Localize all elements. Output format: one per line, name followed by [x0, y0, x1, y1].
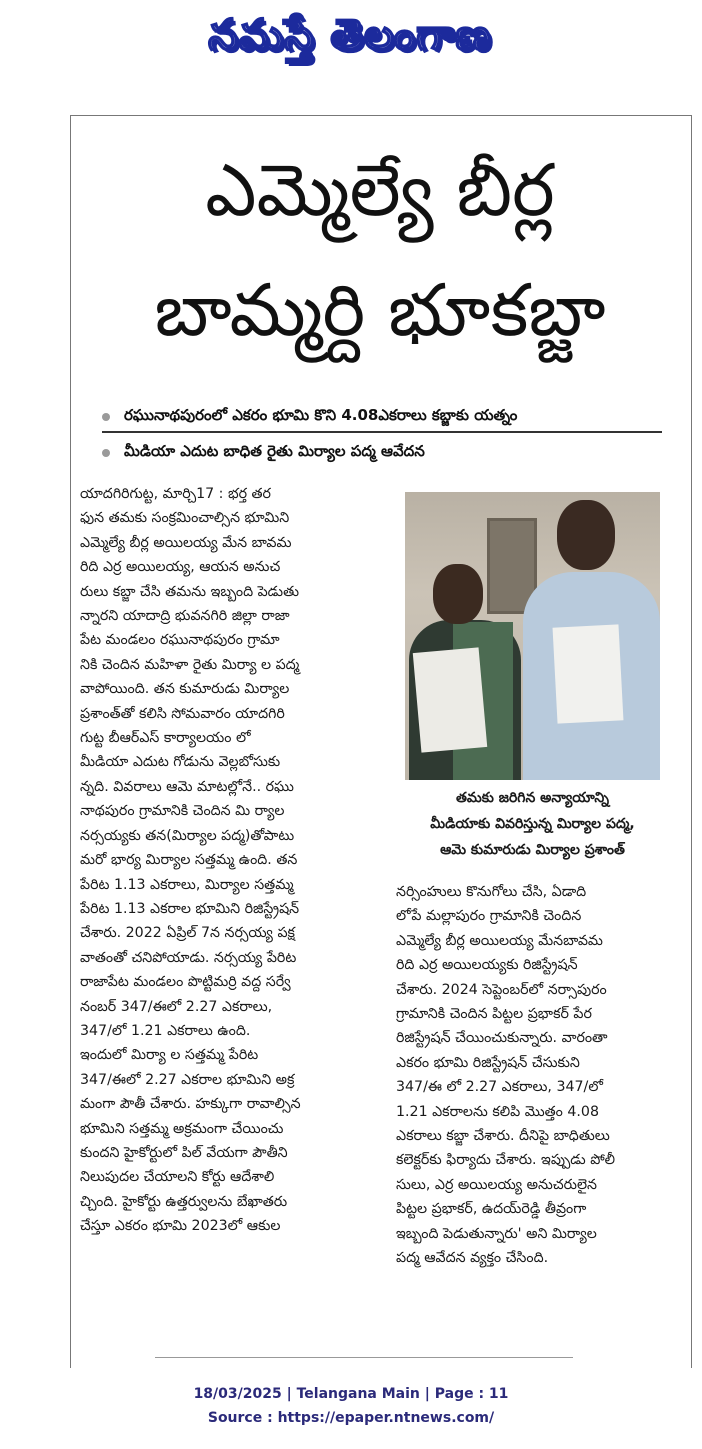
- body-text-line: మీడియా ఎదుట గోడును వెల్లబోసుకు: [80, 754, 281, 771]
- body-text-line: మరో భార్య మిర్యాల సత్తమ్మ ఉంది. తన: [80, 852, 298, 869]
- photo-document-1: [413, 647, 487, 752]
- photo-caption: [405, 785, 660, 863]
- body-text-line: రిజిస్ట్రేషన్ చేయించుకున్నారు. వారంతా: [396, 1030, 608, 1047]
- body-text-line: పిట్టల ప్రభాకర్, ఉదయ్‌రెడ్డి తీవ్రంగా: [396, 1201, 587, 1218]
- body-text-line: 347/లో 1.21 ఎకరాలు ఉంది.: [80, 1022, 251, 1039]
- body-text-line: ఇబ్బంది పెడుతున్నారు' అని మిర్యాల: [396, 1225, 597, 1242]
- body-text-line: పేరిట 1.13 ఎకరాల భూమిని రిజిస్ట్రేషన్: [80, 900, 300, 917]
- subheadline-text: రఘునాథపురంలో ఎకరం భూమి కొని 4.08ఎకరాలు కబ్జాకు యత్నం: [124, 406, 518, 424]
- body-text-line: రిది ఎర్ర అయిలయ్యకు రిజిస్ట్రేషన్: [396, 957, 578, 974]
- body-text-line: ఎకరాలు కబ్జా చేశారు. దీనిపై బాధితులు: [396, 1128, 610, 1145]
- body-text-line: ఫున తమకు సంక్రమించాల్సిన భూమిని: [80, 510, 290, 527]
- article-frame-bottom: [155, 1357, 573, 1358]
- body-text-line: లోపే మల్లాపురం గ్రామానికి చెందిన: [396, 908, 582, 925]
- body-text-line: రిది ఎర్ర అయిలయ్య, ఆయన అనుచ: [80, 559, 281, 576]
- body-text-line: నంబర్ 347/ఈలో 2.27 ఎకరాలు,: [80, 998, 273, 1015]
- body-text-line: పేట మండలం రఘునాథపురం గ్రామా: [80, 632, 280, 649]
- body-text-line: నర్సింహులు కొనుగోలు చేసి, ఏడాది: [396, 884, 587, 900]
- body-text-line: నిలుపుదల చేయాలని కోర్టు ఆదేశాలి: [80, 1169, 275, 1186]
- body-text-line: చేశారు. 2024 సెప్టెంబర్‌లో నర్సాపురం: [396, 981, 607, 998]
- body-text-line: గుట్ట బీఆర్‌ఎస్ కార్యాలయం లో: [80, 730, 251, 747]
- body-text-line: ఎకరం భూమి రిజిస్ట్రేషన్ చేసుకుని: [396, 1054, 580, 1071]
- photo-man-head: [557, 500, 615, 570]
- body-text-line: ప్రశాంత్‌తో కలిసి సోమవారం యాదగిరి: [80, 705, 285, 722]
- article-photo: [405, 492, 660, 780]
- body-text-line: 347/ఈలో 2.27 ఎకరాల భూమిని అక్ర: [80, 1071, 295, 1088]
- body-text-line: రాజాపేట మండలం పొట్టిమర్రి వద్ద సర్వే: [80, 974, 291, 991]
- caption-line: మీడియాకు వివరిస్తున్న మిర్యాల పద్మ,: [430, 816, 635, 832]
- body-text-line: ఎమ్మెల్యే బీర్ల అయిలయ్య మేన బావమ: [80, 534, 292, 551]
- body-text-line: పేరిట 1.13 ఎకరాలు, మిర్యాల సత్తమ్మ: [80, 876, 294, 893]
- subheadline-divider: [102, 431, 662, 433]
- body-text-line: నాథపురం గ్రామానికి చెందిన మి ర్యాల: [80, 803, 285, 820]
- caption-line: ఆమె కుమారుడు మిర్యాల ప్రశాంత్: [440, 842, 625, 858]
- newspaper-masthead: నమస్తే తెలంగాణ: [208, 10, 492, 59]
- body-text-line: రులు కబ్జా చేసి తమను ఇబ్బంది పెడుతు: [80, 583, 300, 600]
- subheadline-bullet-1: [102, 404, 662, 430]
- body-text-line: పద్మ ఆవేదన వ్యక్తం చేసింది.: [396, 1250, 549, 1267]
- body-text-line: గ్రామానికి చెందిన పిట్టల ప్రభాకర్ పేర: [396, 1006, 592, 1023]
- body-text-line: న్నారని యాదాద్రి భువనగిరి జిల్లా రాజా: [80, 608, 290, 625]
- body-text-line: న్నది. వివరాలు ఆమె మాటల్లోనే.. రఘు: [80, 778, 294, 795]
- subheadline-bullet-2: [102, 440, 662, 466]
- article-frame-top: [70, 115, 692, 116]
- body-text-line: కుందని హైకోర్టులో పిల్ వేయగా పౌతీని: [80, 1144, 288, 1161]
- body-text-line: 1.21 ఎకరాలను కలిపి మొత్తం 4.08: [396, 1103, 599, 1120]
- body-text-line: చ్చింది. హైకోర్టు ఉత్తర్వులను బేఖాతరు: [80, 1193, 288, 1210]
- body-text-line: చేస్తూ ఎకరం భూమి 2023లో ఆకుల: [80, 1218, 281, 1235]
- footer-date-edition-page: 18/03/2025 | Telangana Main | Page : 11: [193, 1386, 509, 1402]
- body-text-line: కలెక్టర్‌కు ఫిర్యాదు చేశారు. ఇప్పుడు పోలీ: [396, 1152, 616, 1169]
- article-frame-left: [70, 115, 71, 1368]
- body-text-line: నికి చెందిన మహిళా రైతు మిర్యా ల పద్మ: [80, 656, 300, 673]
- body-text-line: వాపోయింది. తన కుమారుడు మిర్యాల: [80, 681, 290, 698]
- article-body-column-1: [80, 482, 393, 1239]
- photo-document-2: [553, 624, 624, 723]
- body-text-line: మంగా పౌతీ చేశారు. హక్కుగా రావాల్సిన: [80, 1096, 301, 1113]
- headline-line-1: ఎమ్మెల్యే బీర్ల: [205, 148, 555, 232]
- body-text-line: ఇందులో మిర్యా ల సత్తమ్మ పేరిట: [80, 1047, 259, 1064]
- headline-line-2: బామ్మర్ది భూకబ్జా: [154, 268, 606, 352]
- body-text-line: సులు, ఎర్ర అయిలయ్య అనుచరులైన: [396, 1176, 597, 1193]
- body-text-line: యాదగిరిగుట్ట, మార్చి17 : భర్త తర: [80, 486, 271, 502]
- footer-source-link[interactable]: Source : https://epaper.ntnews.com/: [207, 1410, 495, 1426]
- body-text-line: 347/ఈ లో 2.27 ఎకరాలు, 347/లో: [396, 1079, 603, 1096]
- subheadline-text: మీడియా ఎదుట బాధిత రైతు మిర్యాల పద్మ ఆవేదన: [124, 442, 425, 460]
- article-body-column-2: [396, 880, 692, 1271]
- body-text-line: చేశారు. 2022 ఏప్రిల్ 7న నర్సయ్య పక్ష: [80, 925, 295, 942]
- bullet-dot-icon: [102, 413, 110, 421]
- photo-woman-head: [433, 564, 483, 624]
- article-headline: [80, 130, 680, 370]
- body-text-line: వాతంతో చనిపోయాడు. నర్సయ్య పేరిట: [80, 949, 297, 966]
- body-text-line: భూమిని సత్తమ్మ అక్రమంగా చేయించు: [80, 1120, 284, 1137]
- body-text-line: నర్సయ్యకు తన(మిర్యాల పద్మ)తోపాటు: [80, 827, 295, 844]
- body-text-line: ఎమ్మెల్యే బీర్ల అయిలయ్య మేనబావమ: [396, 932, 603, 949]
- caption-line: తమకు జరిగిన అన్యాయాన్ని: [456, 790, 609, 806]
- bullet-dot-icon: [102, 449, 110, 457]
